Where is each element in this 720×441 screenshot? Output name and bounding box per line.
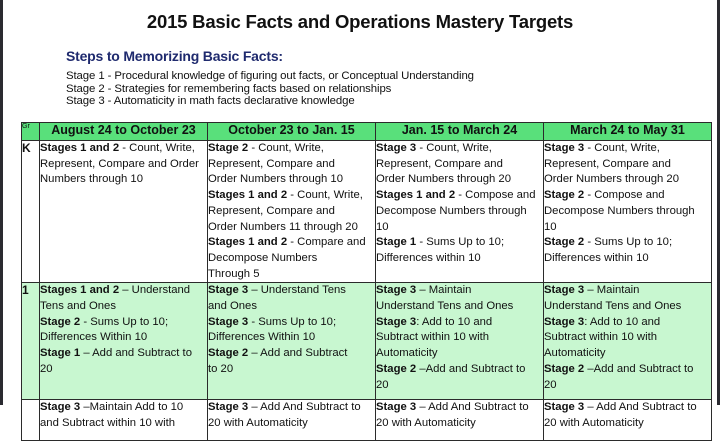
table-cell	[544, 141, 712, 283]
stage-label: Stage 2	[544, 189, 585, 202]
cell-line	[544, 378, 711, 394]
table-cell	[544, 400, 712, 441]
cell-text: 20	[40, 362, 53, 375]
cell-line	[208, 400, 375, 416]
cell-text: Subtract within 10 with	[544, 331, 658, 344]
stage-label: Stage 3	[544, 142, 585, 154]
cell-text: –Add and Subtract to	[416, 362, 526, 375]
cell-text: - Count, Write,	[248, 142, 324, 154]
cell-text: Automaticity	[376, 347, 438, 360]
grade-label: K	[22, 141, 40, 283]
table-row	[22, 283, 712, 400]
table-row	[22, 400, 712, 441]
stage-label: Stage 1	[376, 236, 417, 249]
cell-line	[544, 188, 711, 204]
cell-text: Order Numbers through 10	[208, 173, 343, 186]
cell-text: Understand Tens and Ones	[544, 300, 682, 313]
cell-line	[376, 251, 543, 267]
cell-text: – Add And Subtract to	[584, 401, 697, 414]
stage-label: Stage 3	[376, 315, 417, 328]
cell-text: 10	[376, 220, 389, 233]
cell-text: 10	[544, 220, 557, 233]
cell-line	[208, 204, 375, 220]
cell-text: Order Numbers through 20	[544, 173, 679, 186]
steps-heading: Steps to Memorizing Basic Facts:	[66, 48, 283, 64]
column-header-aug-oct: August 24 to October 23	[40, 123, 208, 141]
table-cell	[208, 400, 376, 441]
cell-line	[544, 157, 711, 173]
cell-line	[544, 172, 711, 188]
stage-label: Stage 2	[208, 347, 249, 360]
cell-line	[376, 299, 543, 315]
steps-line: Stage 3 - Automaticity in math facts declarative knowledge	[66, 95, 355, 108]
cell-line	[376, 362, 543, 378]
cell-line	[544, 346, 711, 362]
cell-text: 20	[376, 378, 389, 391]
cell-text: Numbers through 10	[40, 173, 143, 186]
cell-line	[208, 172, 375, 188]
cell-text: 20	[544, 378, 557, 391]
cell-text: – Maintain	[416, 284, 472, 297]
stage-label: Stage 3	[376, 284, 417, 297]
cell-text: – Add and Subtract to	[80, 347, 192, 360]
cell-text: Order Numbers 11 through 20	[208, 220, 358, 233]
column-header-mar-may: March 24 to May 31	[544, 123, 712, 141]
cell-text: Differences within 10	[376, 251, 481, 264]
cell-line	[40, 315, 207, 331]
cell-line	[544, 416, 711, 432]
cell-text: Differences within 10	[544, 251, 649, 264]
cell-line	[376, 315, 543, 331]
cell-line	[208, 188, 375, 204]
table-cell	[376, 400, 544, 441]
cell-line	[376, 172, 543, 188]
cell-text: Automaticity	[544, 347, 606, 360]
cell-text: - Count, Write,	[416, 142, 492, 154]
cell-line	[544, 220, 711, 236]
cell-text: Decompose Numbers	[208, 251, 318, 264]
table-cell	[376, 141, 544, 283]
cell-line	[376, 283, 543, 299]
cell-line	[40, 400, 207, 416]
cell-text: - Sums Up to 10;	[248, 315, 337, 328]
table-cell	[40, 141, 208, 283]
cell-line	[208, 299, 375, 315]
stage-label: Stage 2	[208, 142, 249, 154]
stage-label: Stage 3	[376, 142, 417, 154]
column-header-jan-mar: Jan. 15 to March 24	[376, 123, 544, 141]
cell-line	[208, 235, 375, 251]
cell-text: –Maintain Add to 10	[80, 401, 184, 414]
table-cell	[40, 283, 208, 400]
cell-text: - Count, Write,	[287, 189, 363, 202]
stage-label: Stages 1 and 2	[208, 189, 288, 202]
stage-label: Stage 3	[208, 401, 249, 414]
column-header-oct-jan: October 23 to Jan. 15	[208, 123, 376, 141]
cell-line	[40, 330, 207, 346]
cell-line	[376, 157, 543, 173]
steps-line: Stage 1 - Procedural knowledge of figuring out facts, or Conceptual Understanding	[66, 70, 474, 82]
stage-label: Stage 3	[40, 401, 81, 414]
cell-line	[40, 362, 207, 378]
cell-line	[544, 283, 711, 299]
cell-line	[40, 346, 207, 362]
cell-line	[376, 346, 543, 362]
cell-line	[544, 141, 711, 157]
cell-line	[376, 378, 543, 394]
cell-text: 20 with Automaticity	[208, 417, 308, 430]
cell-text: - Compare and	[287, 236, 366, 249]
cell-line	[376, 204, 543, 220]
table-row	[22, 141, 712, 283]
steps-section	[66, 48, 474, 108]
cell-text: and Subtract within 10 with	[40, 417, 176, 430]
cell-line	[40, 416, 207, 432]
cell-line	[376, 330, 543, 346]
cell-text: : Add to 10 and	[416, 315, 493, 328]
cell-text: – Add and Subtract	[248, 347, 348, 360]
cell-text: Through 5	[208, 267, 260, 280]
cell-line	[376, 141, 543, 157]
cell-text: Differences Within 10	[40, 331, 148, 344]
table-cell	[544, 283, 712, 400]
cell-text: Tens and Ones	[40, 300, 116, 313]
stage-label: Stage 3	[376, 401, 417, 414]
stage-label: Stages 1 and 2	[40, 142, 120, 154]
stage-label: Stage 3	[544, 284, 585, 297]
cell-line	[208, 283, 375, 299]
grade-label: 1	[22, 283, 40, 400]
stage-label: Stage 2	[544, 236, 585, 249]
cell-line	[40, 141, 207, 157]
cell-line	[40, 299, 207, 315]
stage-label: Stages 1 and 2	[40, 284, 120, 297]
stage-label: Stage 2	[544, 362, 585, 375]
cell-line	[544, 400, 711, 416]
table-cell	[208, 141, 376, 283]
cell-line	[208, 346, 375, 362]
cell-line	[376, 416, 543, 432]
cell-line	[544, 315, 711, 331]
cell-line	[40, 172, 207, 188]
stage-label: Stage 3	[208, 284, 249, 297]
cell-line	[376, 188, 543, 204]
cell-line	[208, 267, 375, 283]
cell-text: - Sums Up to 10;	[416, 236, 505, 249]
cell-text: Represent, Compare and	[208, 204, 335, 217]
cell-text: Decompose Numbers through	[376, 204, 527, 217]
stage-label: Stages 1 and 2	[376, 189, 456, 202]
cell-text: Represent, Compare and	[208, 157, 335, 170]
cell-text: - Sums Up to 10;	[80, 315, 169, 328]
cell-text: – Understand	[119, 284, 191, 297]
steps-line: Stage 2 - Strategies for remembering facts based on relationships	[66, 82, 392, 95]
left-edge-bar	[0, 0, 3, 405]
cell-line	[208, 330, 375, 346]
cell-text: - Count, Write,	[119, 142, 195, 154]
cell-text: – Understand Tens	[248, 284, 346, 297]
cell-text: - Count, Write,	[584, 142, 660, 154]
table-cell	[40, 400, 208, 441]
cell-line	[208, 141, 375, 157]
cell-line	[376, 220, 543, 236]
cell-text: to 20	[208, 362, 234, 375]
table-header-row	[22, 123, 712, 141]
grade-label	[22, 400, 40, 441]
cell-text: - Sums Up to 10;	[584, 236, 673, 249]
cell-line	[208, 251, 375, 267]
stage-label: Stage 3	[544, 315, 585, 328]
cell-text: Decompose Numbers through	[544, 204, 695, 217]
cell-line	[208, 157, 375, 173]
cell-line	[544, 235, 711, 251]
cell-text: – Maintain	[584, 284, 640, 297]
cell-line	[208, 315, 375, 331]
cell-text: - Compose and	[455, 189, 536, 202]
cell-text: - Compose and	[584, 189, 665, 202]
cell-line	[544, 251, 711, 267]
grade-column-header: Gr	[22, 123, 40, 141]
cell-text: – Add And Subtract to	[248, 401, 361, 414]
stage-label: Stages 1 and 2	[208, 236, 288, 249]
cell-text: Understand Tens and Ones	[376, 300, 514, 313]
cell-text: 20 with Automaticity	[544, 417, 644, 430]
cell-text: – Add And Subtract to	[416, 401, 529, 414]
cell-text: Order Numbers through 20	[376, 173, 511, 186]
cell-line	[544, 204, 711, 220]
cell-line	[208, 416, 375, 432]
cell-text: 20 with Automaticity	[376, 417, 476, 430]
mastery-targets-table	[21, 122, 712, 441]
cell-text: : Add to 10 and	[584, 315, 661, 328]
cell-text: Represent, Compare and	[376, 157, 503, 170]
cell-line	[208, 220, 375, 236]
stage-label: Stage 1	[40, 347, 81, 360]
cell-line	[40, 157, 207, 173]
cell-text: Subtract within 10 with	[376, 331, 490, 344]
cell-text: Represent, Compare and	[544, 157, 671, 170]
cell-line	[40, 283, 207, 299]
stage-label: Stage 2	[40, 315, 81, 328]
stage-label: Stage 3	[208, 315, 249, 328]
stage-label: Stage 2	[376, 362, 417, 375]
table-cell	[376, 283, 544, 400]
cell-text: and Ones	[208, 300, 257, 313]
cell-text: Represent, Compare and Order	[40, 157, 199, 170]
cell-text: Differences Within 10	[208, 331, 316, 344]
cell-line	[208, 362, 375, 378]
cell-line	[376, 235, 543, 251]
cell-line	[544, 299, 711, 315]
cell-line	[376, 400, 543, 416]
table-cell	[208, 283, 376, 400]
document-title: 2015 Basic Facts and Operations Mastery Targets	[146, 11, 574, 32]
cell-line	[544, 330, 711, 346]
stage-label: Stage 3	[544, 401, 585, 414]
cell-text: –Add and Subtract to	[584, 362, 694, 375]
cell-line	[544, 362, 711, 378]
